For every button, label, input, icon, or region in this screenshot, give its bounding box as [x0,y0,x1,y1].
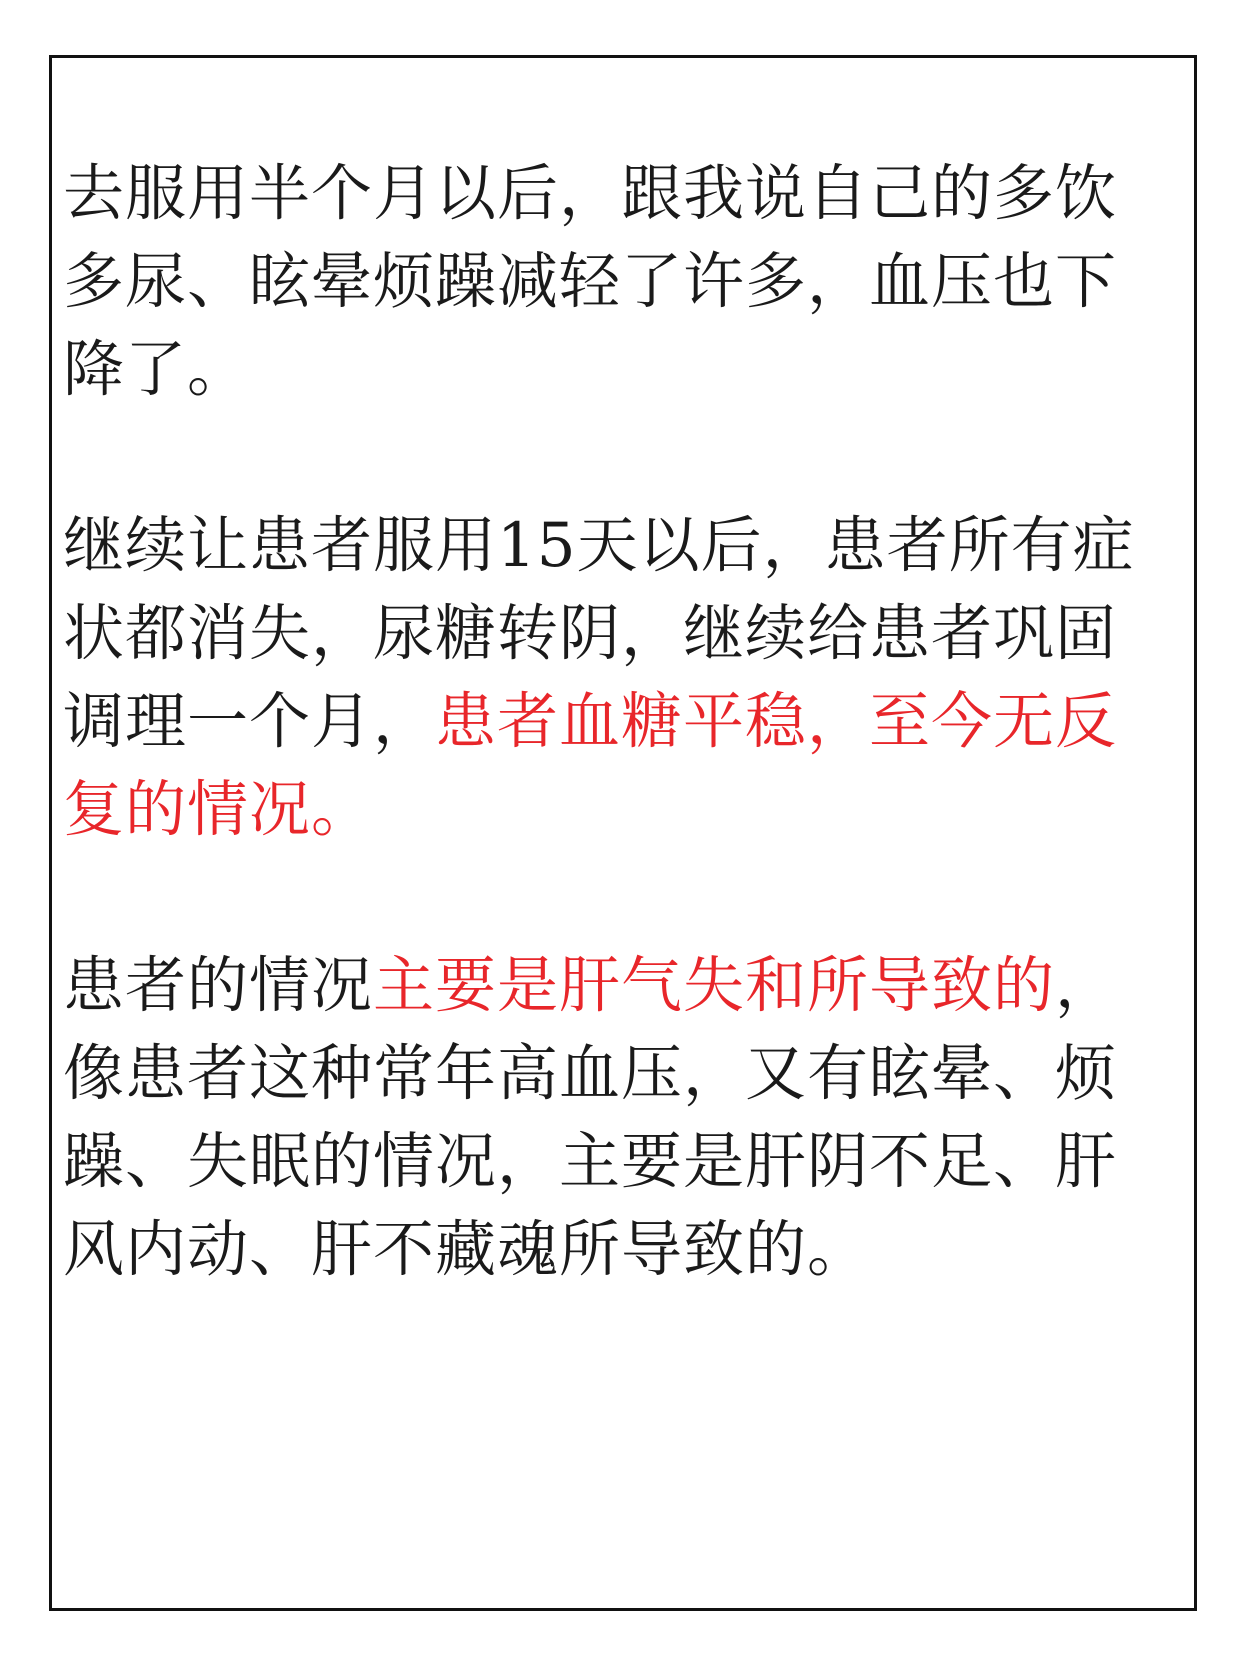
paragraph-2-text: 继续让患者服用15天以后，患者所有症状都消失，尿糖转阴，继续给患者巩固调理一个月， [63,510,1135,757]
paragraph-2 [63,502,1175,854]
paragraph-1 [63,150,1175,414]
paragraph-3-text-start: 患者的情况 [63,950,374,1021]
paragraph-3 [63,942,1175,1294]
paragraph-2-highlight: 患者血糖平稳，至今无反复的情况。 [63,686,1118,845]
paragraph-1-text: 去服用半个月以后，跟我说自己的多饮多尿、眩晕烦躁减轻了许多，血压也下降了。 [63,158,1118,405]
paragraph-3-highlight: 主要是肝气失和所导致的 [373,950,1056,1021]
paragraph-3-text-end: ，像患者这种常年高血压，又有眩晕、烦躁、失眠的情况，主要是肝阴不足、肝风内动、肝不藏魂所导致的。 [63,950,1118,1285]
article-body [63,150,1175,1294]
